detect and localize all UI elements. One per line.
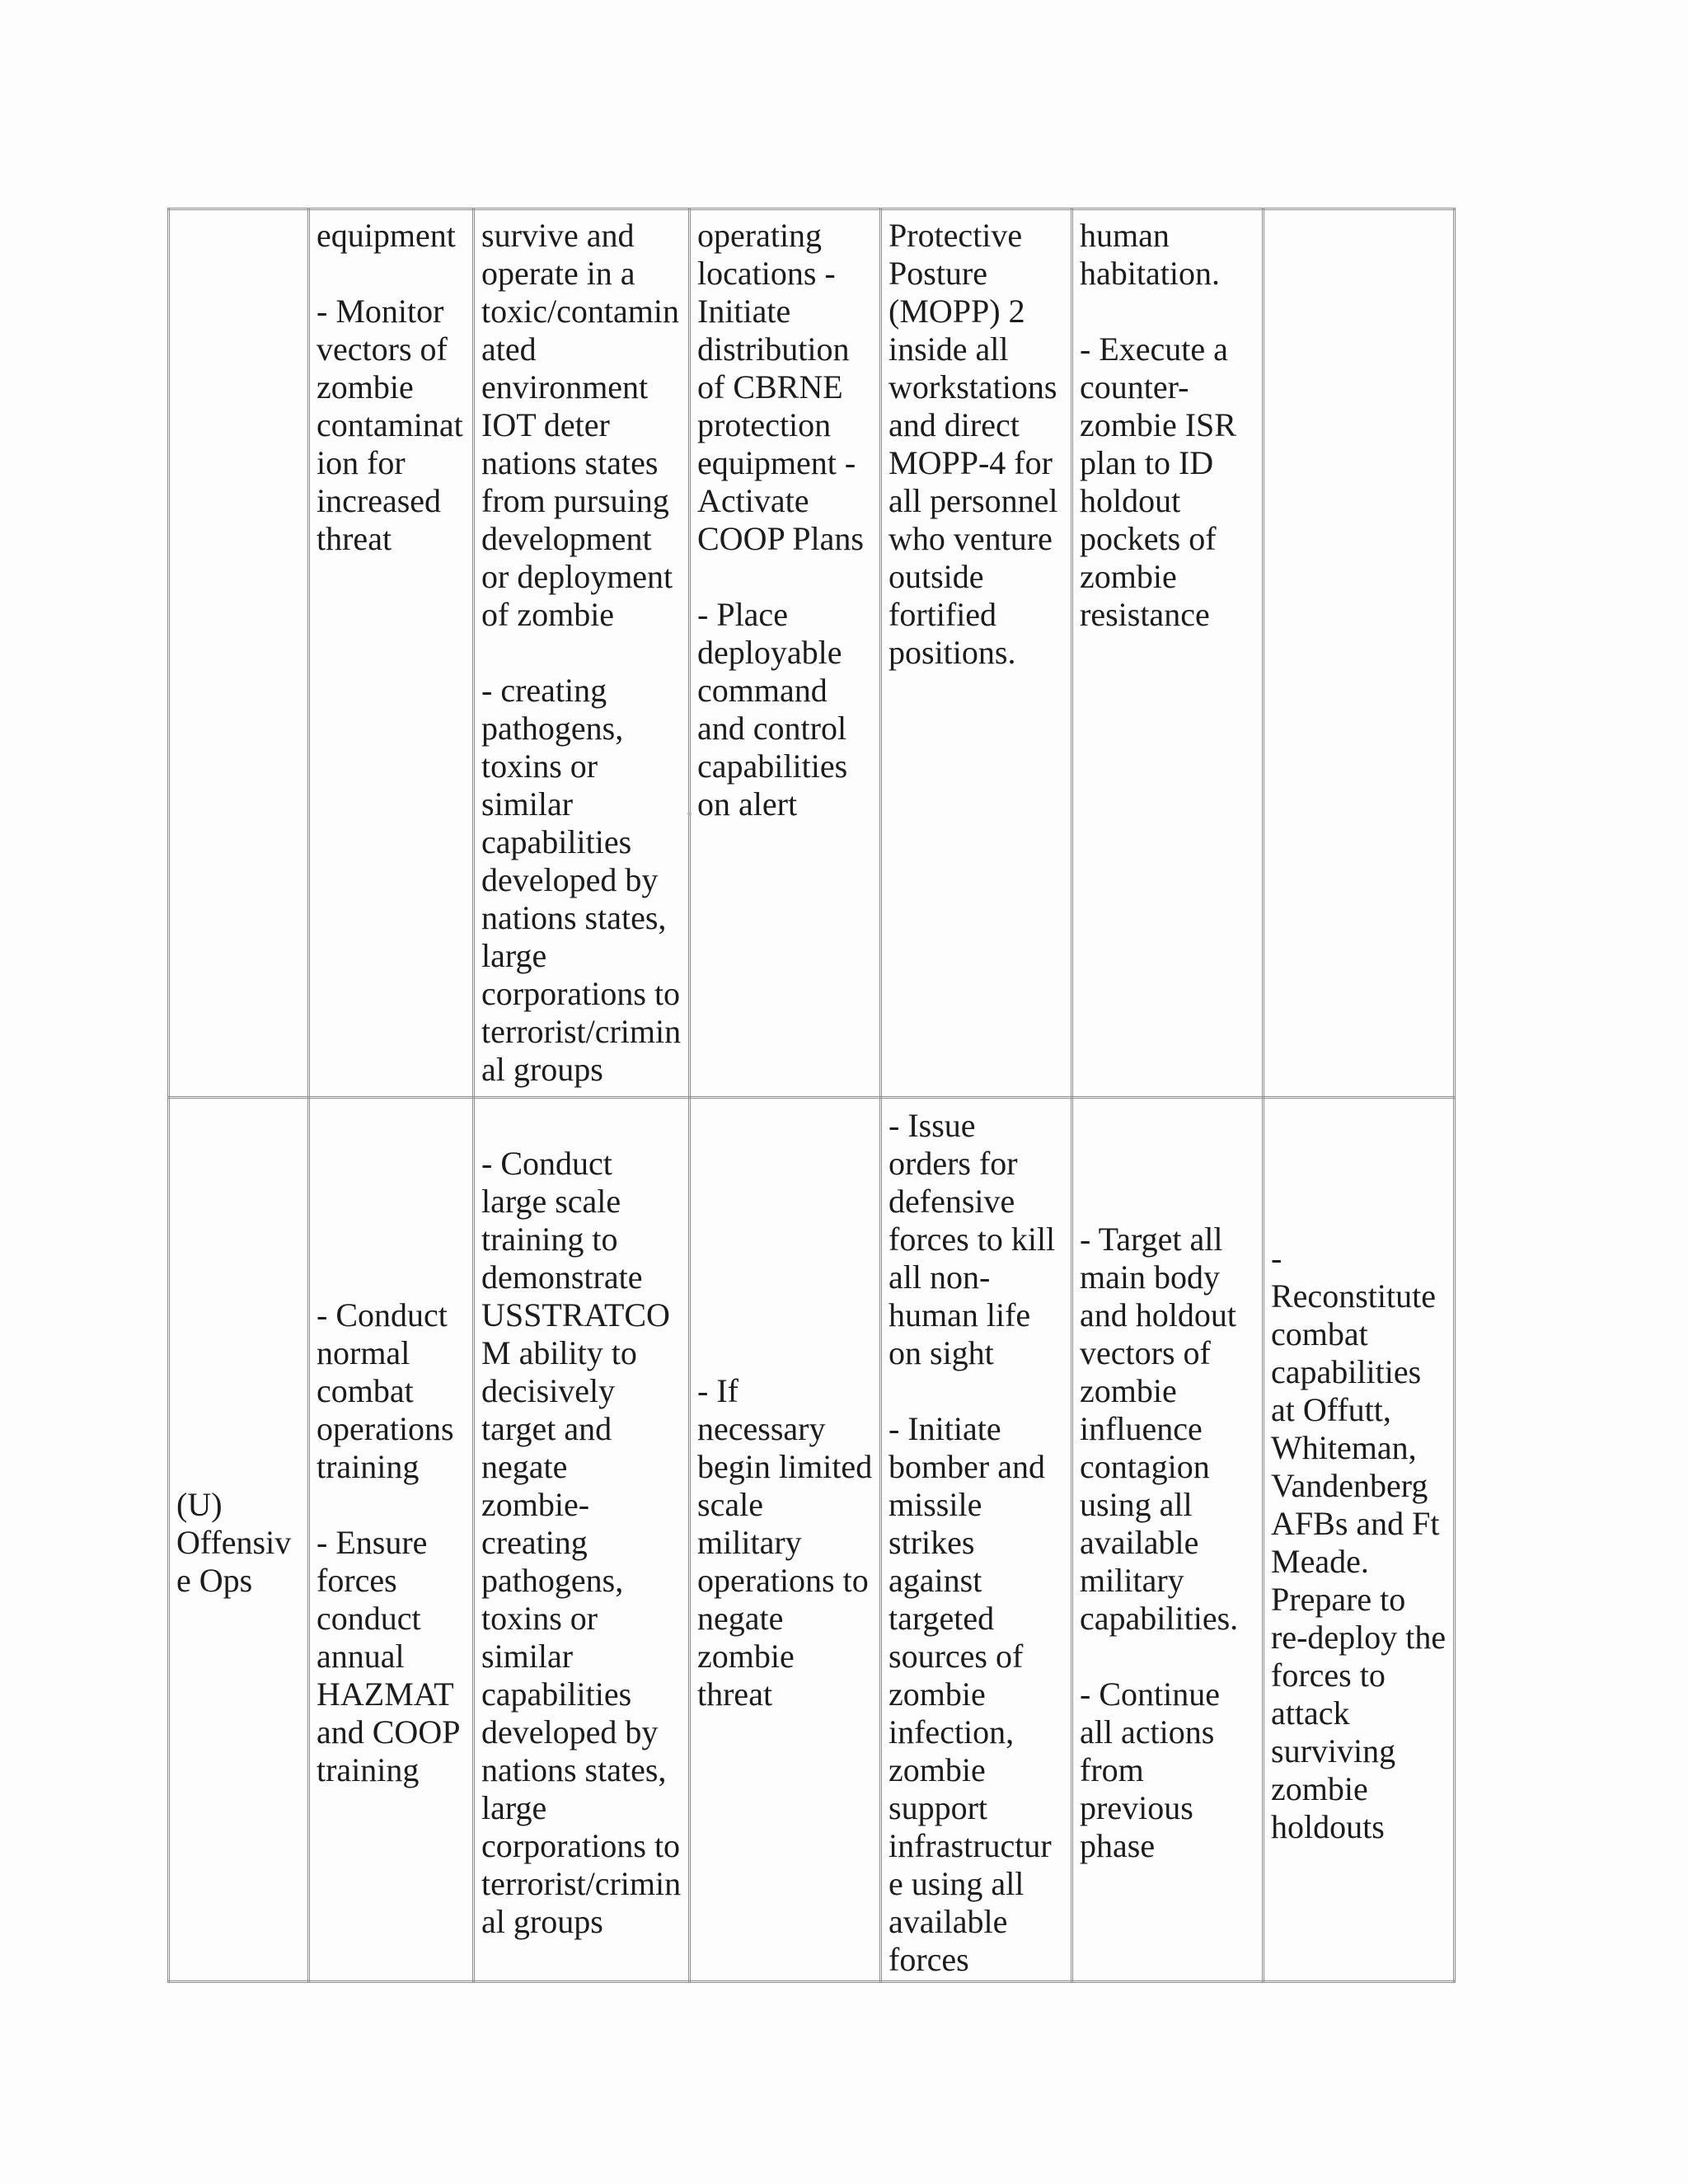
table-cell: Protective Posture (MOPP) 2 inside all workstations and direct MOPP-4 for all personnel who venture outside fortified positions. [881,209,1072,1098]
table-row [169,209,1455,1098]
scan-speck [687,812,692,816]
phase-cell: (U) Offensiv e Ops [169,1098,309,1982]
table-cell [1264,209,1455,1098]
table-cell: - Target all main body and holdout vectors of zombie influence contagion using all available military capabilities. - Continue all actions from previous phase [1072,1098,1264,1982]
table-cell: - If necessary begin limited scale military operations to negate zombie threat [690,1098,881,1982]
phase-cell [169,209,309,1098]
table-cell: human habitation. - Execute a counter-zombie ISR plan to ID holdout pockets of zombie resistance [1072,209,1264,1098]
table-cell: survive and operate in a toxic/contamin ated environment IOT deter nations states from pursuing development or deployment of zombie - creating pathogens, toxins or similar capabilities developed by nations states, large corporations to terrorist/crimin al groups [474,209,690,1098]
table-row [169,1098,1455,1982]
operations-table [167,208,1456,1983]
table-cell: - Reconstitute combat capabilities at Offutt, Whiteman, Vandenberg AFBs and Ft Meade. Prepare to re-deploy the forces to attack surviving zombie holdouts [1264,1098,1455,1982]
table-cell: - Conduct large scale training to demonstrate USSTRATCO M ability to decisively target and negate zombie-creating pathogens, toxins or similar capabilities developed by nations states, large corporations to terrorist/crimin al groups [474,1098,690,1982]
table-cell: operating locations - Initiate distribution of CBRNE protection equipment - Activate COOP Plans - Place deployable command and control capabilities on alert [690,209,881,1098]
table-cell: - Issue orders for defensive forces to kill all non-human life on sight - Initiate bomber and missile strikes against targeted sources of zombie infection, zombie support infrastructure using all available forces [881,1098,1072,1982]
table-cell: equipment - Monitor vectors of zombie contaminat ion for increased threat [309,209,474,1098]
table-cell: - Conduct normal combat operations training - Ensure forces conduct annual HAZMAT and COOP training [309,1098,474,1982]
